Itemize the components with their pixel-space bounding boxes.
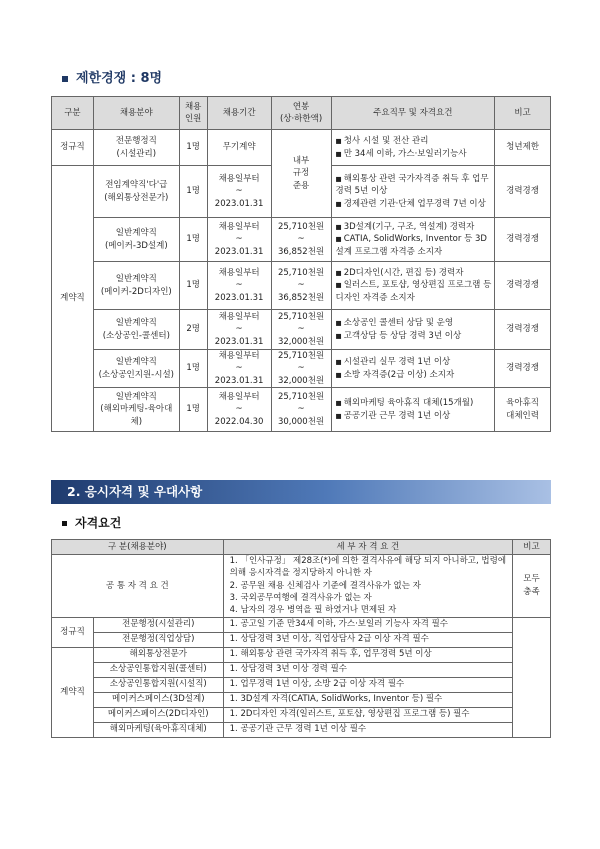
requirement-cell: 1. 2D디자인 자격(일러스트, 포토샵, 영상편집 프로그램 등) 필수 [223, 707, 512, 722]
qualification-table [51, 539, 551, 738]
field-cell: 전문행정직 (시설관리) [93, 130, 179, 166]
header-period: 채용기간 [207, 97, 271, 130]
period-cell: 채용일부터 ~ 2023.01.31 [207, 262, 271, 310]
note-cell-empty [513, 617, 551, 737]
period-cell: 무기계약 [207, 130, 271, 166]
group-cell: 계약직 [52, 166, 94, 432]
period-cell: 채용일부터 ~ 2023.01.31 [207, 310, 271, 350]
table-header-row [52, 97, 551, 130]
table-row [52, 262, 551, 310]
field-cell: 해외통상전문가 [93, 647, 223, 662]
duties-cell [331, 350, 495, 388]
field-cell: 일반계약직 (소상공인-콜센터) [93, 310, 179, 350]
salary-cell: 25,710천원 ~ 30,000천원 [271, 388, 331, 432]
requirement-item: 3. 국외공무여행에 결격사유가 없는 자 [229, 592, 372, 603]
square-bullet-icon [62, 521, 67, 526]
note-cell: 경력경쟁 [495, 262, 551, 310]
table-row [52, 722, 551, 737]
table-row [52, 692, 551, 707]
section-title-text: 자격요건 [75, 516, 122, 530]
table-row [52, 617, 551, 632]
table-row [52, 310, 551, 350]
field-cell: 일반계약직 (메이커-2D디자인) [93, 262, 179, 310]
table-row [52, 388, 551, 432]
duties-cell [331, 262, 495, 310]
field-cell: 해외마케팅(육아휴직대체) [93, 722, 223, 737]
salary-cell: 25,710천원 ~ 36,852천원 [271, 218, 331, 262]
note-cell: 경력경쟁 [495, 350, 551, 388]
group-cell: 정규직 [52, 130, 94, 166]
requirement-item: 4. 남자의 경우 병역을 필 하였거나 면제된 자 [229, 605, 397, 616]
note-cell: 육아휴직 대체인력 [495, 388, 551, 432]
count-cell: 1명 [179, 218, 207, 262]
duty-item: ■ 소상공인 콜센터 상담 및 운영 [336, 317, 493, 329]
field-cell: 전문행정(시설관리) [93, 617, 223, 632]
recruitment-table [51, 96, 551, 432]
count-cell: 1명 [179, 350, 207, 388]
table-row [52, 632, 551, 647]
table-header-row [52, 540, 551, 555]
duty-item: ■ 경제관련 기관·단체 업무경력 7년 이상 [336, 198, 493, 210]
section-banner: 2. 응시자격 및 우대사항 [51, 480, 551, 504]
table-row [52, 647, 551, 662]
period-cell: 채용일부터 ~ 2023.01.31 [207, 166, 271, 218]
group-cell: 정규직 [52, 617, 94, 647]
square-bullet-icon [62, 76, 68, 82]
field-cell: 전임계약직'다'급 (해외통상전문가) [93, 166, 179, 218]
requirement-cell: 1. 3D설계 자격(CATIA, SolidWorks, Inventor 등) 필수 [223, 692, 512, 707]
duty-item: ■ 2D디자인(시간, 편집 등) 경력자 [336, 267, 493, 279]
common-requirements [223, 555, 512, 618]
count-cell: 1명 [179, 262, 207, 310]
requirement-item: 2. 공무원 채용 신체검사 기준에 결격사유가 없는 자 [229, 580, 421, 591]
table-row [52, 350, 551, 388]
duties-cell [331, 388, 495, 432]
requirement-cell: 1. 공고일 기준 만34세 이하, 가스·보일러 기능사 자격 필수 [223, 617, 512, 632]
common-label: 공 통 자 격 요 건 [52, 555, 224, 618]
duty-item: ■ 만 34세 이하, 가스·보일러기능사 [336, 148, 493, 160]
table-row [52, 677, 551, 692]
header-field: 채용분야 [93, 97, 179, 130]
requirement-cell: 1. 업무경력 1년 이상, 소방 2급 이상 자격 필수 [223, 677, 512, 692]
salary-cell: 25,710천원 ~ 36,852천원 [271, 262, 331, 310]
duty-item: ■ 공공기관 근무 경력 1년 이상 [336, 410, 493, 422]
header-salary: 연봉 (상·하한액) [271, 97, 331, 130]
table-row [52, 130, 551, 166]
section-title-text: 제한경쟁 : 8명 [76, 71, 163, 86]
header-note: 비고 [513, 540, 551, 555]
field-cell: 전문행정(직업상담) [93, 632, 223, 647]
duties-cell [331, 166, 495, 218]
salary-cell: 내부 규정 준용 [271, 130, 331, 218]
count-cell: 1명 [179, 130, 207, 166]
period-cell: 채용일부터 ~ 2022.04.30 [207, 388, 271, 432]
duty-item: ■ 해외통상 관련 국가자격증 취득 후 업무경력 5년 이상 [336, 173, 493, 198]
duties-cell [331, 310, 495, 350]
duty-item: ■ CATIA, SolidWorks, Inventor 등 3D설계 프로그램 자격증 소지자 [336, 233, 493, 258]
period-cell: 채용일부터 ~ 2023.01.31 [207, 218, 271, 262]
duty-item: ■ 3D설계(기구, 구조, 역설계) 경력자 [336, 221, 493, 233]
table-row [52, 555, 551, 618]
duty-item: ■ 소방 자격증(2급 이상) 소지자 [336, 369, 493, 381]
header-note: 비고 [495, 97, 551, 130]
count-cell: 1명 [179, 388, 207, 432]
table-row [52, 707, 551, 722]
duty-item: ■ 시설관리 실무 경력 1년 이상 [336, 356, 493, 368]
note-cell: 청년제한 [495, 130, 551, 166]
duty-item: ■ 일러스트, 포토샵, 영상편집 프로그램 등 디자인 자격증 소지자 [336, 279, 493, 304]
count-cell: 2명 [179, 310, 207, 350]
note-cell: 모두 충족 [513, 555, 551, 618]
salary-cell: 25,710천원 ~ 32,000천원 [271, 350, 331, 388]
header-category: 구 분(채용분야) [52, 540, 224, 555]
note-cell: 경력경쟁 [495, 166, 551, 218]
period-cell: 채용일부터 ~ 2023.01.31 [207, 350, 271, 388]
requirement-cell: 1. 상담경력 3년 이상, 직업상담사 2급 이상 자격 필수 [223, 632, 512, 647]
duties-cell [331, 218, 495, 262]
duties-cell [331, 130, 495, 166]
duty-item: ■ 해외마케팅 육아휴직 대체(15개월) [336, 397, 493, 409]
count-cell: 1명 [179, 166, 207, 218]
table-row [52, 662, 551, 677]
header-category: 구분 [52, 97, 94, 130]
header-requirements: 세 부 자 격 요 건 [223, 540, 512, 555]
field-cell: 일반계약직 (메이커-3D설계) [93, 218, 179, 262]
note-cell: 경력경쟁 [495, 310, 551, 350]
duty-item: ■ 고객상담 등 상담 경력 3년 이상 [336, 330, 493, 342]
note-cell: 경력경쟁 [495, 218, 551, 262]
group-cell: 계약직 [52, 647, 94, 737]
requirement-cell: 1. 상담경력 3년 이상 경력 필수 [223, 662, 512, 677]
field-cell: 메이커스페이스(2D디자인) [93, 707, 223, 722]
field-cell: 일반계약직 (해외마케팅-육아대체) [93, 388, 179, 432]
salary-cell: 25,710천원 ~ 32,000천원 [271, 310, 331, 350]
section-title-qualification [62, 514, 121, 531]
header-count: 채용 인원 [179, 97, 207, 130]
field-cell: 소상공인통합지원(시설직) [93, 677, 223, 692]
requirement-cell: 1. 공공기관 근무 경력 1년 이상 필수 [223, 722, 512, 737]
requirement-item: 1. 「인사규정」 제28조(*)에 의한 결격사유에 해당 되지 아니하고, 법령에 의해 응시자격을 정지당하지 아니한 자 [229, 556, 507, 579]
field-cell: 메이커스페이스(3D설계) [93, 692, 223, 707]
duty-item: ■ 청사 시설 및 전산 관리 [336, 135, 493, 147]
field-cell: 일반계약직 (소상공인지원-시설) [93, 350, 179, 388]
section-title-restricted [62, 67, 162, 86]
field-cell: 소상공인통합지원(콜센터) [93, 662, 223, 677]
requirement-cell: 1. 해외통상 관련 국가자격 취득 후, 업무경력 5년 이상 [223, 647, 512, 662]
table-row [52, 218, 551, 262]
header-duties: 주요직무 및 자격요건 [331, 97, 495, 130]
